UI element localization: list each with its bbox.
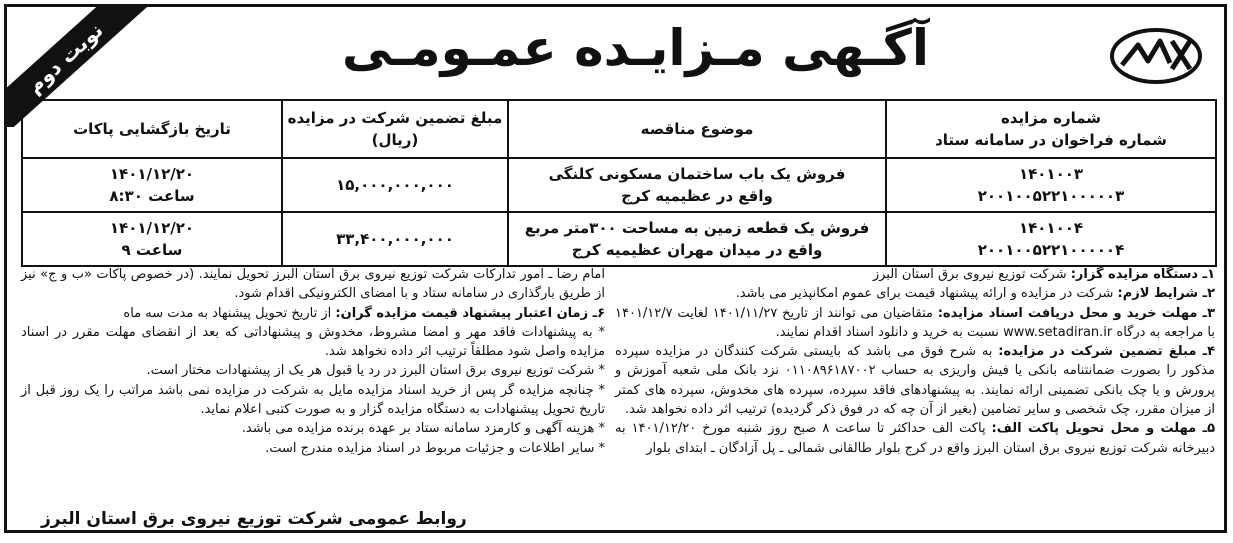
header-auction-number: شماره مزایده شماره فراخوان در سامانه ستاد [886,100,1216,158]
conditions-right-column [615,265,1215,458]
cell-opening-date: ۱۴۰۱/۱۲/۲۰ ساعت ۸:۳۰ [22,158,282,212]
header-subject: موضوع مناقصه [508,100,886,158]
cell-subject: فروش یک قطعه زمین به مساحت ۳۰۰متر مربع واقع در میدان مهران عظیمیه کرج [508,212,886,266]
header-opening-date: تاریخ بازگشایی پاکات [22,100,282,158]
cell-auction-number: ۱۴۰۱۰۰۳ ۲۰۰۱۰۰۵۲۲۱۰۰۰۰۰۳ [886,158,1216,212]
second-publication-badge: نوبت دوم [7,7,151,127]
note-item: * چنانچه مزایده گر پس از خرید اسناد مزایده مایل به شرکت در مزایده نمی باشد مراتب را یک روز قبل از تاریخ تحویل پیشنهادات به دستگاه مزایده گزار و به صورت کتبی اعلام نماید. [21,382,605,418]
clause-5: ۵ـ مهلت و محل تحویل پاکت الف: پاکت الف حداکثر تا ساعت ۸ صبح روز شنبه مورخ ۱۴۰۱/۱۲/۲۰ به دبیرخانه شرکت توزیع نیروی برق استان البرز واقع در کرج بلوار طالقانی شمالی ـ پل آزادگان ـ ابتدای بلوار [615,421,1215,456]
clause-4: ۴ـ مبلغ تضمین شرکت در مزایده: به شرح فوق می باشد که بایستی شرکت کنندگان در مزایده سپرده مذکور را بصورت ضمانتنامه بانکی یا فیش واریزی به حساب ۰۱۱۰۸۹۶۱۸۷۰۰۲ نزد بانک ملی شعبه آموزش و پرورش و یا چک بانکی تضمینی ارائه نمایند. به پیشنهادهای فاقد سپرده، سپرده های مخدوش، سپرده های کمتر از میزان مقرر، چک شخصی و سایر تضامین (بغیر از آن چه که در فوق ذکر گردیده) ترتیب اثر داده نخواهد شد. [615,344,1216,418]
auction-notice [4,4,1227,533]
cell-guarantee-amount: ۱۵,۰۰۰,۰۰۰,۰۰۰ [282,158,508,212]
cell-subject: فروش یک باب ساختمان مسکونی کلنگی واقع در عظیمیه کرج [508,158,886,212]
note-item: * سایر اطلاعات و جزئیات مربوط در اسناد مزایده مندرج است. [265,440,605,456]
table-row [22,158,1216,212]
public-relations-signature: روابط عمومی شرکت توزیع نیروی برق استان البرز [41,509,467,529]
cell-opening-date: ۱۴۰۱/۱۲/۲۰ ساعت ۹ [22,212,282,266]
notice-header [7,7,1224,99]
notice-body [21,265,1215,531]
header-guarantee-amount: مبلغ تضمین شرکت در مزایده (ریال) [282,100,508,158]
cell-guarantee-amount: ۳۳,۴۰۰,۰۰۰,۰۰۰ [282,212,508,266]
clause-2: ۲ـ شرایط لازم: شرکت در مزایده و ارائه پیشنهاد قیمت برای عموم امکانپذیر می باشد. [735,286,1215,302]
cell-auction-number: ۱۴۰۱۰۰۴ ۲۰۰۱۰۰۵۲۲۱۰۰۰۰۰۴ [886,212,1216,266]
company-logo-icon [1108,27,1204,85]
note-item: * هزینه آگهی و کارمزد سامانه ستاد بر عهده برنده مزایده می باشد. [241,421,605,437]
clause-5-continued: امام رضا ـ امور تدارکات شرکت توزیع نیروی برق استان البرز تحویل نمایند. (در خصوص پاکات «ب و ج» نیز از طریق بارگذاری در سامانه ستاد و با امضای الکترونیکی اقدام شود. [21,267,605,302]
table-header-row [22,100,1216,158]
note-item: * شرکت توزیع نیروی برق استان البرز در رد یا قبول هر یک از پیشنهادات مختار است. [146,363,605,379]
clause-6: ۶ـ زمان اعتبار پیشنهاد قیمت مزایده گران: از تاریخ تحویل پیشنهاد به مدت سه ماه [123,305,605,321]
conditions-left-column [21,265,605,458]
auction-table [21,99,1217,267]
clause-1: ۱ـ دستگاه مزایده گزار: شرکت توزیع نیروی برق استان البرز [872,267,1215,282]
table-row [22,212,1216,266]
notice-title: آگـهی مـزایـده عمـومـی [341,19,929,77]
note-item: * به پیشنهادات فاقد مهر و امضا مشروط، مخدوش و پیشنهاداتی که بعد از انقضای مهلت مقرر در اسناد مزایده واصل شود مطلقاً ترتیب اثر داده نخواهد شد. [21,324,605,360]
clause-3: ۳ـ مهلت خرید و محل دریافت اسناد مزایده: متقاضیان می توانند از تاریخ ۱۴۰۱/۱۱/۲۷ لغایت ۱۴۰۱/۱۲/۷ با مراجعه به درگاه www.setadiran.ir نسبت به خرید و دانلود اسناد اقدام نمایند. [615,305,1215,340]
